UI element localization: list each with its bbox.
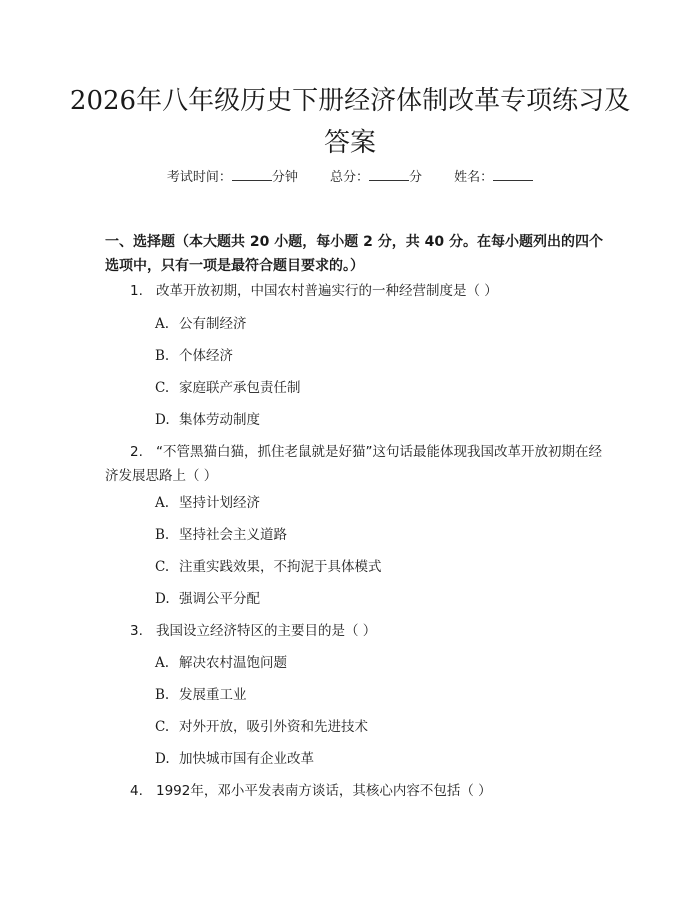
option-text: 发展重工业 — [179, 687, 247, 703]
option-text: 家庭联产承包责任制 — [179, 380, 301, 396]
question-number: 1. — [130, 283, 143, 299]
option-text: 公有制经济 — [179, 316, 247, 332]
total-score-label: 总分： — [329, 170, 369, 185]
question-text: “不管黑猫白猫，抓住老鼠就是好猫”这句话最能体现我国改革开放初期在经济发展思路上（ ） — [105, 444, 602, 484]
option-2c[interactable] — [155, 557, 575, 577]
option-text: 解决农村温饱问题 — [179, 655, 287, 671]
total-score-field — [330, 170, 426, 185]
option-text: 强调公平分配 — [179, 591, 260, 607]
question-2 — [105, 440, 605, 488]
option-2b[interactable] — [155, 525, 575, 545]
option-letter: B. — [155, 527, 170, 543]
option-text: 坚持社会主义道路 — [179, 527, 287, 543]
option-text: 个体经济 — [179, 348, 233, 364]
option-3d[interactable] — [155, 749, 575, 769]
exam-time-field — [167, 170, 302, 185]
option-text: 加快城市国有企业改革 — [179, 751, 314, 767]
option-letter: C. — [155, 559, 170, 575]
total-score-blank[interactable] — [369, 168, 409, 181]
option-3c[interactable] — [155, 717, 575, 737]
option-text: 注重实践效果，不拘泥于具体模式 — [179, 559, 382, 575]
option-2a[interactable] — [155, 493, 575, 513]
option-letter: D. — [155, 751, 170, 767]
section-heading: 一、选择题（本大题共 20 小题，每小题 2 分，共 40 分。在每小题列出的四个选项中，只有一项是最符合题目要求的。） — [105, 234, 603, 274]
option-letter: A. — [155, 495, 170, 511]
exam-time-label: 考试时间： — [166, 170, 232, 185]
question-1 — [105, 279, 605, 303]
option-letter: A. — [155, 655, 170, 671]
student-name-label: 姓名： — [454, 170, 494, 185]
option-letter: C. — [155, 719, 170, 735]
option-3a[interactable] — [155, 653, 575, 673]
question-3 — [105, 619, 605, 643]
question-number: 4. — [130, 783, 143, 799]
question-4 — [105, 779, 605, 803]
exam-time-unit: 分钟 — [271, 170, 298, 185]
option-text: 坚持计划经济 — [179, 495, 260, 511]
option-letter: C. — [155, 380, 170, 396]
student-name-field — [454, 170, 533, 185]
question-text: 改革开放初期，中国农村普遍实行的一种经营制度是（ ） — [156, 283, 498, 299]
question-number: 3. — [130, 623, 143, 639]
exam-time-blank[interactable] — [232, 168, 272, 181]
option-letter: D. — [155, 412, 170, 428]
option-1d[interactable] — [155, 410, 575, 430]
exam-info-line — [0, 166, 700, 185]
option-3b[interactable] — [155, 685, 575, 705]
option-letter: B. — [155, 687, 170, 703]
student-name-blank[interactable] — [493, 168, 533, 181]
document-title: 2026年八年级历史下册经济体制改革专项练习及答案 — [69, 86, 631, 158]
option-1c[interactable] — [155, 378, 575, 398]
question-number: 2. — [130, 444, 143, 460]
question-text: 我国设立经济特区的主要目的是（ ） — [156, 623, 377, 639]
option-letter: D. — [155, 591, 170, 607]
option-1a[interactable] — [155, 314, 575, 334]
option-text: 对外开放，吸引外资和先进技术 — [179, 719, 368, 735]
option-letter: A. — [155, 316, 170, 332]
option-1b[interactable] — [155, 346, 575, 366]
option-2d[interactable] — [155, 589, 575, 609]
question-text: 1992年，邓小平发表南方谈话，其核心内容不包括（ ） — [156, 783, 492, 799]
option-text: 集体劳动制度 — [179, 412, 260, 428]
option-letter: B. — [155, 348, 170, 364]
total-score-unit: 分 — [409, 170, 423, 185]
